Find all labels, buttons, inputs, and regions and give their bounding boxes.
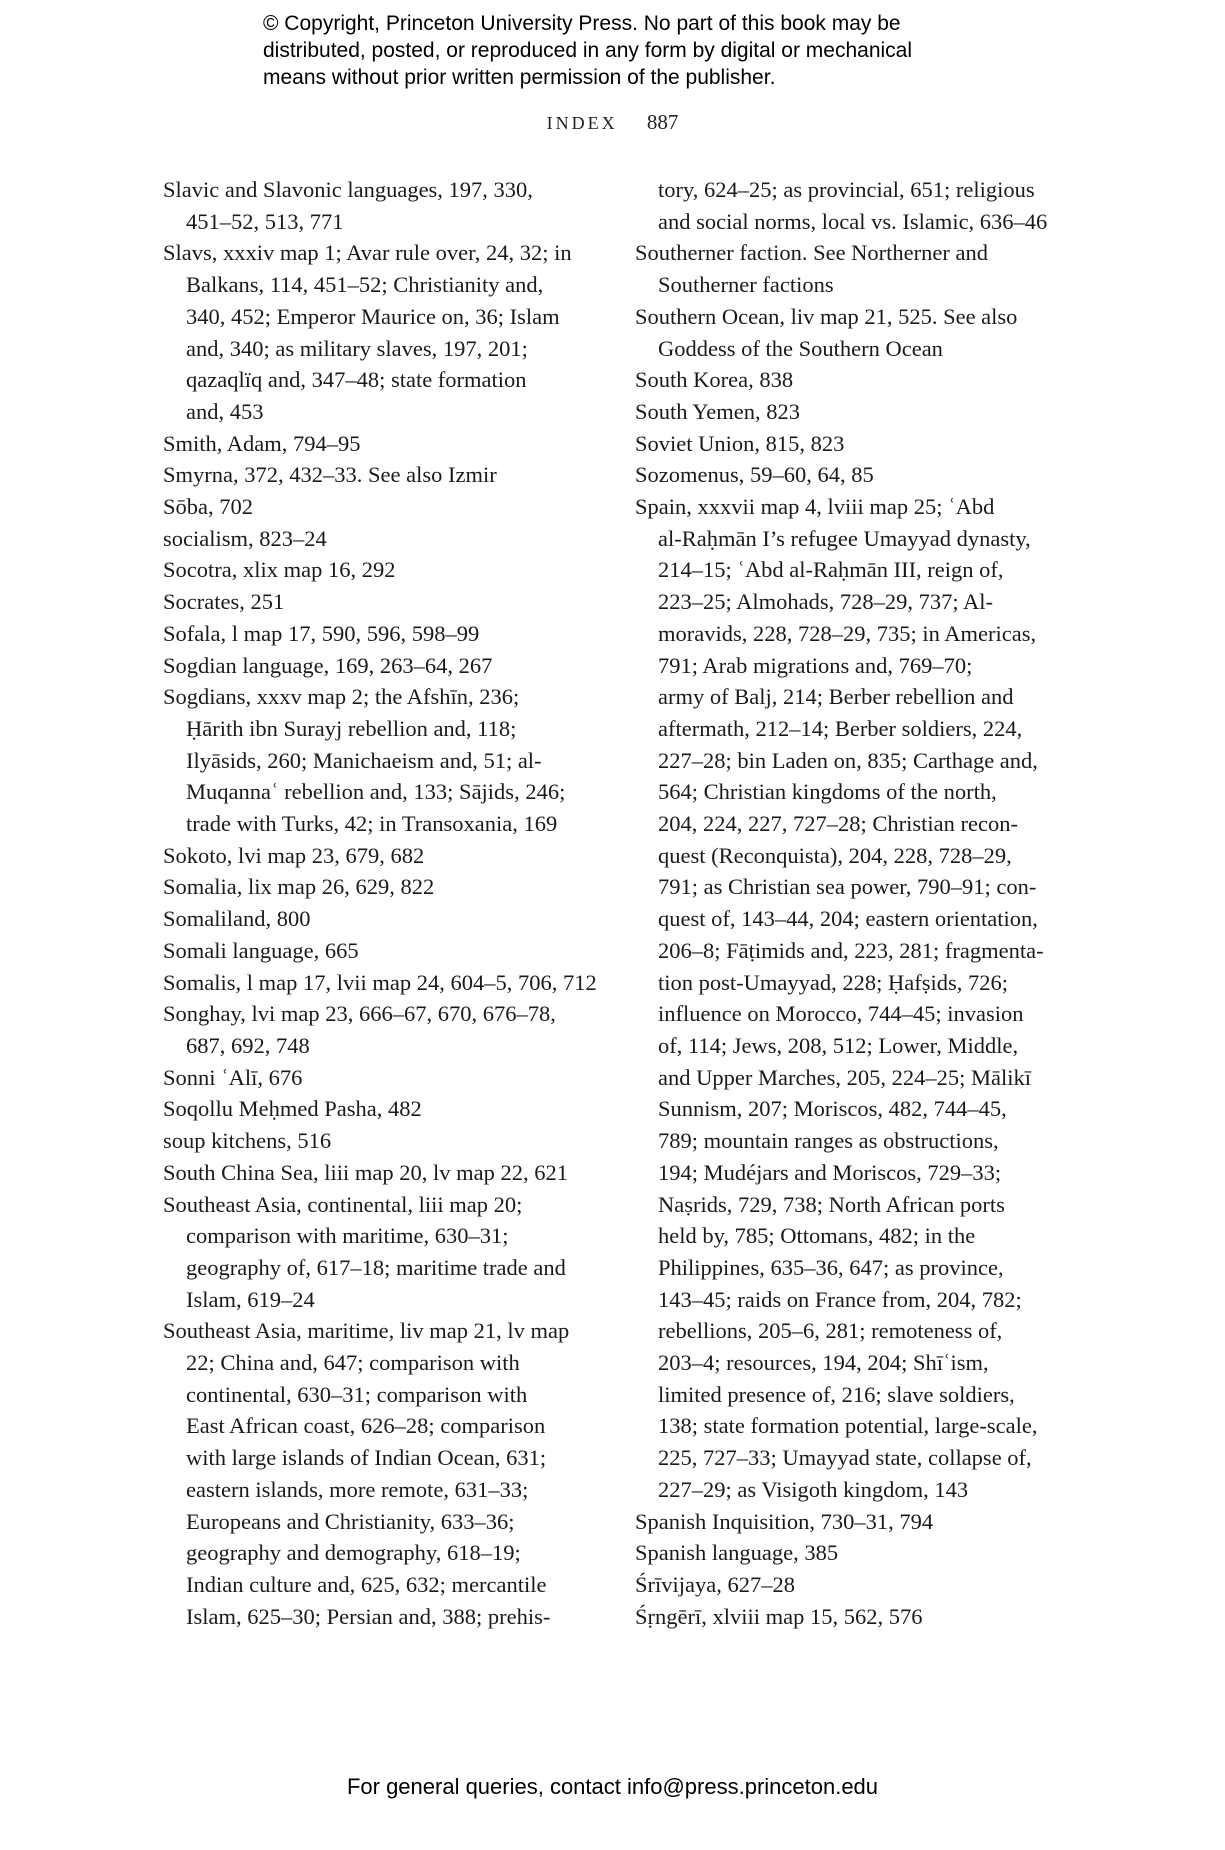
- index-line: Ḥārith ibn Surayj rebellion and, 118;: [186, 715, 517, 741]
- index-line: Muqannaʿ rebellion and, 133; Sājids, 246;: [186, 779, 566, 805]
- index-line: Ilyāsids, 260; Manichaeism and, 51; al-: [186, 747, 542, 773]
- index-line: comparison with maritime, 630–31;: [186, 1223, 509, 1249]
- index-line: and Upper Marches, 205, 224–25; Mālikī: [658, 1064, 1032, 1090]
- index-line: tion post-Umayyad, 228; Ḥafṣids, 726;: [658, 969, 1008, 995]
- index-line: quest (Reconquista), 204, 228, 728–29,: [658, 842, 1012, 868]
- index-line: 564; Christian kingdoms of the north,: [658, 779, 997, 805]
- index-line: Smith, Adam, 794–95: [163, 430, 361, 456]
- index-line: trade with Turks, 42; in Transoxania, 169: [186, 811, 558, 837]
- index-line: Islam, 619–24: [186, 1286, 315, 1312]
- footer-contact: For general queries, contact info@press.princeton.edu: [346, 1774, 879, 1799]
- index-line: Songhay, lvi map 23, 666–67, 670, 676–78,: [163, 1001, 556, 1027]
- index-line: Śrīvijaya, 627–28: [635, 1571, 795, 1597]
- copyright-line: means without prior written permission of the publisher.: [263, 66, 776, 89]
- index-line: Spanish language, 385: [635, 1540, 839, 1566]
- index-line: 227–28; bin Laden on, 835; Carthage and,: [658, 747, 1038, 773]
- copyright-notice: [263, 10, 1023, 91]
- index-line: Sogdian language, 169, 263–64, 267: [163, 652, 493, 678]
- page-number: 887: [646, 110, 679, 134]
- index-line: and, 340; as military slaves, 197, 201;: [186, 335, 528, 361]
- index-line: Sozomenus, 59–60, 64, 85: [635, 462, 874, 488]
- index-line: and social norms, local vs. Islamic, 636–46: [658, 208, 1048, 234]
- index-line: 791; Arab migrations and, 769–70;: [658, 652, 973, 678]
- index-line: Southern Ocean, liv map 21, 525. See also: [635, 303, 1018, 329]
- index-line: influence on Morocco, 744–45; invasion: [658, 1001, 1024, 1027]
- index-line: Soqollu Meḥmed Pasha, 482: [163, 1096, 422, 1122]
- index-line: 194; Mudéjars and Moriscos, 729–33;: [658, 1159, 1002, 1185]
- index-line: South Korea, 838: [635, 367, 794, 393]
- index-line: Sofala, l map 17, 590, 596, 598–99: [163, 620, 480, 646]
- index-line: South Yemen, 823: [635, 398, 801, 424]
- index-line: 687, 692, 748: [186, 1032, 310, 1058]
- index-line: qazaqlïq and, 347–48; state formation: [186, 367, 527, 393]
- index-line: limited presence of, 216; slave soldiers,: [658, 1381, 1015, 1407]
- index-line: held by, 785; Ottomans, 482; in the: [658, 1223, 976, 1249]
- index-line: Indian culture and, 625, 632; mercantile: [186, 1571, 547, 1597]
- index-line: Goddess of the Southern Ocean: [658, 335, 943, 361]
- index-line: 22; China and, 647; comparison with: [186, 1350, 520, 1376]
- index-line: 791; as Christian sea power, 790–91; con-: [658, 874, 1037, 900]
- index-line: Balkans, 114, 451–52; Christianity and,: [186, 272, 544, 298]
- index-line: Socotra, xlix map 16, 292: [163, 557, 396, 583]
- index-line: Europeans and Christianity, 633–36;: [186, 1508, 515, 1534]
- index-line: 204, 224, 227, 727–28; Christian recon-: [658, 811, 1018, 837]
- index-line: 789; mountain ranges as obstructions,: [658, 1128, 999, 1154]
- index-line: 143–45; raids on France from, 204, 782;: [658, 1286, 1022, 1312]
- index-line: 227–29; as Visigoth kingdom, 143: [658, 1476, 969, 1502]
- index-line: East African coast, 626–28; comparison: [186, 1413, 546, 1439]
- index-line: Southerner factions: [658, 272, 834, 298]
- index-line: Spanish Inquisition, 730–31, 794: [635, 1508, 934, 1534]
- index-line: 223–25; Almohads, 728–29, 737; Al-: [658, 589, 994, 615]
- index-line: with large islands of Indian Ocean, 631;: [186, 1445, 547, 1471]
- section-label: INDEX: [546, 113, 618, 133]
- index-line: Somaliland, 800: [163, 906, 311, 932]
- copyright-line: © Copyright, Princeton University Press. No part of this book may be: [263, 12, 901, 35]
- index-line: army of Balj, 214; Berber rebellion and: [658, 684, 1014, 710]
- index-line: of, 114; Jews, 208, 512; Lower, Middle,: [658, 1032, 1019, 1058]
- index-line: and, 453: [186, 398, 264, 424]
- index-line: geography of, 617–18; maritime trade and: [186, 1254, 566, 1280]
- index-line: socialism, 823–24: [163, 525, 327, 551]
- index-line: geography and demography, 618–19;: [186, 1540, 521, 1566]
- index-column-right: [635, 174, 1065, 1632]
- index-line: Somalia, lix map 26, 629, 822: [163, 874, 435, 900]
- index-line: quest of, 143–44, 204; eastern orientation,: [658, 906, 1038, 932]
- index-line: 225, 727–33; Umayyad state, collapse of,: [658, 1445, 1032, 1471]
- index-line: Slavs, xxxiv map 1; Avar rule over, 24, 32; in: [163, 240, 572, 266]
- index-line: Sogdians, xxxv map 2; the Afshīn, 236;: [163, 684, 520, 710]
- index-line: Sonni ʿAlī, 676: [163, 1064, 303, 1090]
- index-line: Socrates, 251: [163, 589, 285, 615]
- index-line: Southeast Asia, maritime, liv map 21, lv map: [163, 1318, 570, 1344]
- index-line: 203–4; resources, 194, 204; Shīʿism,: [658, 1350, 989, 1376]
- index-line: continental, 630–31; comparison with: [186, 1381, 528, 1407]
- index-line: Naṣrids, 729, 738; North African ports: [658, 1191, 1005, 1217]
- index-line: Somali language, 665: [163, 937, 359, 963]
- index-line: Southerner faction. See Northerner and: [635, 240, 988, 266]
- index-line: Sokoto, lvi map 23, 679, 682: [163, 842, 425, 868]
- index-line: 138; state formation potential, large-scale,: [658, 1413, 1038, 1439]
- index-line: Somalis, l map 17, lvii map 24, 604–5, 706, 712: [163, 969, 597, 995]
- index-line: eastern islands, more remote, 631–33;: [186, 1476, 529, 1502]
- index-line: Southeast Asia, continental, liii map 20;: [163, 1191, 523, 1217]
- index-line: Sōba, 702: [163, 494, 253, 520]
- index-line: Islam, 625–30; Persian and, 388; prehis-: [186, 1603, 551, 1629]
- index-line: al-Raḥmān I’s refugee Umayyad dynasty,: [658, 525, 1031, 551]
- index-line: Sunnism, 207; Moriscos, 482, 744–45,: [658, 1096, 1007, 1122]
- index-line: Śṛngērī, xlviii map 15, 562, 576: [635, 1603, 923, 1629]
- index-line: 206–8; Fāṭimids and, 223, 281; fragmenta-: [658, 937, 1044, 963]
- index-line: soup kitchens, 516: [163, 1128, 332, 1154]
- index-line: moravids, 228, 728–29, 735; in Americas,: [658, 620, 1037, 646]
- index-line: Slavic and Slavonic languages, 197, 330,: [163, 177, 533, 202]
- index-line: Soviet Union, 815, 823: [635, 430, 845, 456]
- index-column-left: [163, 174, 603, 1632]
- index-line: aftermath, 212–14; Berber soldiers, 224,: [658, 715, 1023, 741]
- index-line: 214–15; ʿAbd al-Raḥmān III, reign of,: [658, 557, 1004, 583]
- index-line: 340, 452; Emperor Maurice on, 36; Islam: [186, 303, 560, 329]
- index-line: Smyrna, 372, 432–33. See also Izmir: [163, 462, 497, 488]
- index-line: South China Sea, liii map 20, lv map 22, 621: [163, 1159, 568, 1185]
- index-line: rebellions, 205–6, 281; remoteness of,: [658, 1318, 1003, 1344]
- index-line: 451–52, 513, 771: [186, 208, 344, 234]
- index-line: Philippines, 635–36, 647; as province,: [658, 1254, 1004, 1280]
- index-line: Spain, xxxvii map 4, lviii map 25; ʿAbd: [635, 494, 995, 520]
- running-head: [0, 110, 1225, 135]
- copyright-line: distributed, posted, or reproduced in any form by digital or mechanical: [263, 39, 913, 62]
- index-line: tory, 624–25; as provincial, 651; religious: [658, 177, 1035, 202]
